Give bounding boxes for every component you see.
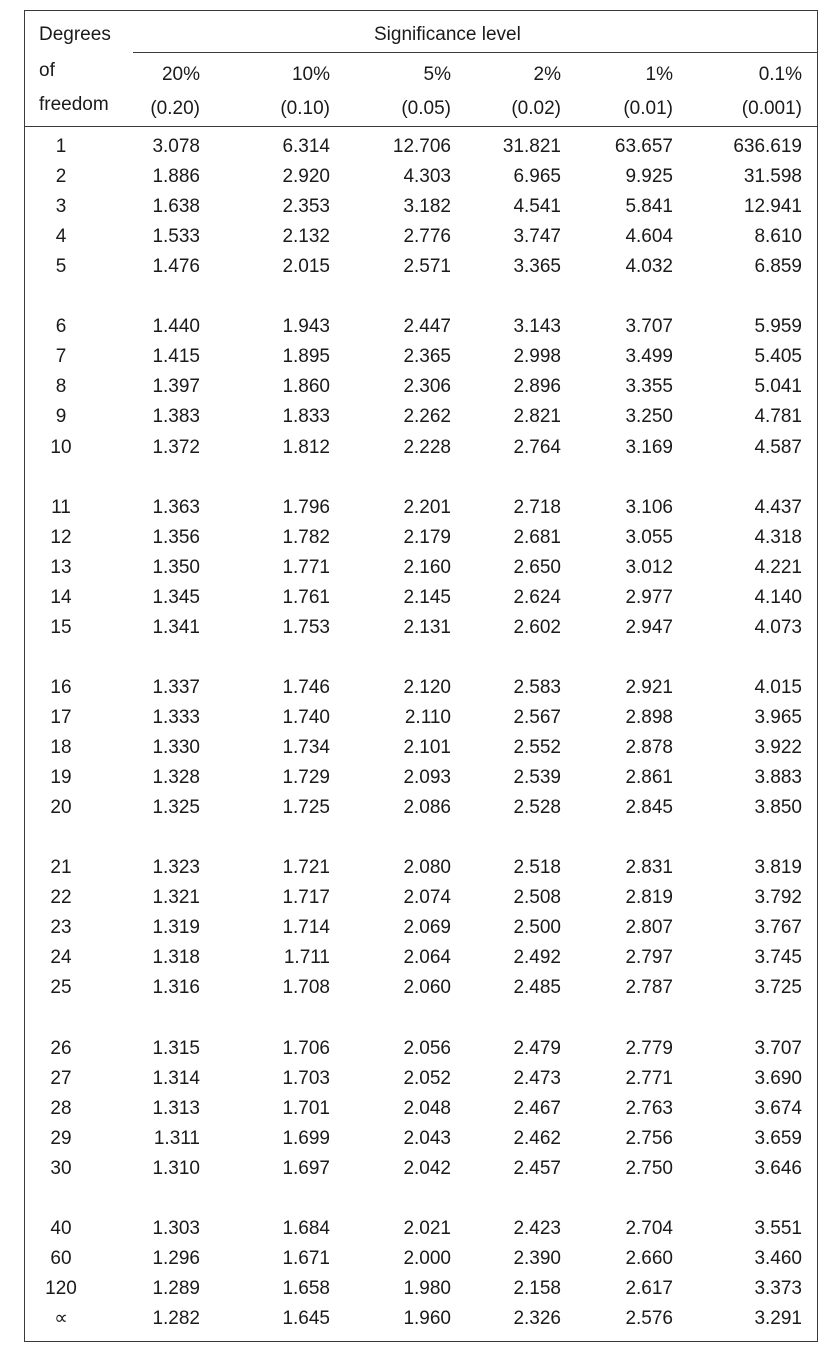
critical-value-cell: 3.792: [754, 887, 802, 909]
column-percent: 10%: [291, 64, 330, 85]
degrees-of-freedom-cell: 3: [55, 196, 67, 218]
critical-value-cell: 2.473: [513, 1067, 561, 1089]
critical-value-cell: 2.467: [513, 1097, 561, 1119]
table-row: [0, 973, 834, 1003]
critical-value-cell: 3.767: [754, 917, 802, 939]
critical-value-cell: 1.282: [152, 1308, 200, 1329]
critical-value-cell: 1.363: [152, 496, 200, 518]
critical-value-cell: 4.073: [754, 616, 802, 638]
critical-value-cell: 3.291: [754, 1308, 802, 1329]
critical-value-cell: 1.415: [152, 346, 200, 368]
critical-value-cell: 1.771: [282, 556, 330, 578]
critical-value-cell: 1.333: [152, 706, 200, 728]
critical-value-cell: 1.943: [282, 316, 330, 338]
critical-value-cell: 1.303: [152, 1217, 200, 1239]
critical-value-cell: 2.056: [403, 1037, 451, 1059]
degrees-of-freedom-cell: ∝: [54, 1308, 68, 1329]
critical-value-cell: 2.074: [403, 887, 451, 909]
critical-value-cell: 1.658: [282, 1277, 330, 1299]
column-percent: 5%: [423, 64, 451, 85]
critical-value-cell: 2.120: [403, 676, 451, 698]
critical-value-cell: 1.313: [152, 1097, 200, 1119]
degrees-of-freedom-cell: 4: [55, 226, 67, 248]
critical-value-cell: 4.541: [513, 196, 561, 218]
critical-value-cell: 1.895: [282, 346, 330, 368]
critical-value-cell: 1.323: [152, 857, 200, 879]
critical-value-cell: 1.684: [282, 1217, 330, 1239]
critical-value-cell: 3.646: [754, 1157, 802, 1179]
critical-value-cell: 2.043: [403, 1127, 451, 1149]
degrees-of-freedom-cell: 21: [50, 857, 72, 879]
critical-value-cell: 31.821: [502, 136, 561, 157]
table-row: [0, 1304, 834, 1334]
critical-value-cell: 3.850: [754, 797, 802, 819]
degrees-label-line1: Degrees: [39, 24, 111, 45]
critical-value-cell: 2.764: [513, 436, 561, 458]
column-decimal: (0.20): [150, 98, 200, 119]
degrees-of-freedom-cell: 7: [55, 346, 67, 368]
critical-value-cell: 2.132: [282, 226, 330, 248]
degrees-of-freedom-cell: 18: [50, 737, 72, 758]
critical-value-cell: 4.032: [625, 256, 673, 278]
degrees-of-freedom-cell: 5: [55, 256, 67, 278]
critical-value-cell: 2.021: [403, 1217, 451, 1239]
critical-value-cell: 12.706: [392, 136, 451, 157]
table-row: [0, 1274, 834, 1304]
critical-value-cell: 2.947: [625, 616, 673, 638]
critical-value-cell: 2.624: [513, 586, 561, 608]
critical-value-cell: 1.980: [403, 1277, 451, 1299]
degrees-of-freedom-cell: 60: [50, 1247, 72, 1269]
critical-value-cell: 1.325: [152, 797, 200, 819]
column-decimal: (0.02): [511, 98, 561, 119]
column-percent: 0.1%: [758, 64, 802, 85]
table-row: [0, 372, 834, 402]
critical-value-cell: 1.753: [282, 616, 330, 638]
critical-value-cell: 1.383: [152, 406, 200, 428]
table-row: [0, 1064, 834, 1094]
critical-value-cell: 2.306: [403, 376, 451, 398]
table-row: [0, 553, 834, 583]
degrees-label-line2: of: [39, 60, 55, 81]
table-row: [0, 943, 834, 973]
critical-value-cell: 3.169: [625, 436, 673, 458]
critical-value-cell: 3.499: [625, 346, 673, 368]
critical-value-cell: 636.619: [733, 136, 802, 157]
critical-value-cell: 1.960: [403, 1308, 451, 1329]
critical-value-cell: 3.182: [403, 196, 451, 218]
critical-value-cell: 1.812: [282, 436, 330, 458]
critical-value-cell: 4.140: [754, 586, 802, 608]
critical-value-cell: 1.310: [152, 1157, 200, 1179]
critical-value-cell: 2.787: [625, 977, 673, 999]
degrees-of-freedom-cell: 13: [50, 556, 72, 578]
critical-value-cell: 2.326: [513, 1308, 561, 1329]
critical-value-cell: 1.699: [282, 1127, 330, 1149]
critical-value-cell: 1.717: [282, 887, 330, 909]
critical-value-cell: 1.311: [153, 1127, 200, 1149]
table-row: [0, 162, 834, 192]
critical-value-cell: 1.833: [282, 406, 330, 428]
table-row: [0, 883, 834, 913]
degrees-of-freedom-cell: 24: [50, 947, 72, 969]
table-row: [0, 523, 834, 553]
critical-value-cell: 2.500: [513, 917, 561, 939]
critical-value-cell: 1.289: [152, 1277, 200, 1299]
critical-value-cell: 2.921: [625, 676, 673, 698]
degrees-of-freedom-cell: 10: [50, 436, 72, 458]
table-row: [0, 763, 834, 793]
critical-value-cell: 2.779: [625, 1037, 673, 1059]
critical-value-cell: 3.707: [754, 1037, 802, 1059]
critical-value-cell: 2.000: [403, 1247, 451, 1269]
critical-value-cell: 31.598: [743, 166, 802, 188]
table-row: [0, 613, 834, 643]
table-row: [0, 132, 834, 162]
critical-value-cell: 1.296: [152, 1247, 200, 1269]
critical-value-cell: 2.567: [513, 706, 561, 728]
critical-value-cell: 4.437: [754, 496, 802, 518]
critical-value-cell: 2.492: [513, 947, 561, 969]
critical-value-cell: 2.896: [513, 376, 561, 398]
table-row: [0, 793, 834, 823]
critical-value-cell: 1.886: [152, 166, 200, 188]
critical-value-cell: 4.015: [754, 676, 802, 698]
critical-value-cell: 4.221: [754, 556, 802, 578]
critical-value-cell: 2.861: [625, 767, 673, 788]
critical-value-cell: 2.179: [403, 526, 451, 548]
critical-value-cell: 4.587: [754, 436, 802, 458]
table-row: [0, 493, 834, 523]
critical-value-cell: 3.883: [754, 767, 802, 788]
critical-value-cell: 1.345: [152, 586, 200, 608]
critical-value-cell: 2.365: [403, 346, 451, 368]
critical-value-cell: 1.725: [282, 797, 330, 819]
table-row: [0, 1094, 834, 1124]
critical-value-cell: 2.650: [513, 556, 561, 578]
critical-value-cell: 2.042: [403, 1157, 451, 1179]
column-decimal: (0.10): [280, 98, 330, 119]
critical-value-cell: 8.610: [754, 226, 802, 248]
critical-value-cell: 4.604: [625, 226, 673, 248]
critical-value-cell: 3.747: [513, 226, 561, 248]
critical-value-cell: 3.078: [152, 136, 200, 157]
critical-value-cell: 1.671: [282, 1247, 330, 1269]
critical-value-cell: 1.319: [152, 917, 200, 939]
critical-value-cell: 1.645: [282, 1308, 330, 1329]
table-row: [0, 342, 834, 372]
critical-value-cell: 2.518: [513, 857, 561, 879]
critical-value-cell: 2.576: [625, 1308, 673, 1329]
degrees-of-freedom-cell: 20: [50, 797, 72, 819]
critical-value-cell: 1.350: [152, 556, 200, 578]
critical-value-cell: 1.330: [152, 737, 200, 758]
critical-value-cell: 1.761: [282, 586, 330, 608]
critical-value-cell: 1.328: [152, 767, 200, 788]
degrees-of-freedom-cell: 11: [51, 496, 71, 518]
degrees-of-freedom-cell: 29: [50, 1127, 72, 1149]
table-row: [0, 433, 834, 463]
critical-value-cell: 2.998: [513, 346, 561, 368]
degrees-of-freedom-cell: 12: [50, 526, 72, 548]
critical-value-cell: 1.740: [282, 706, 330, 728]
critical-value-cell: 1.714: [282, 917, 330, 939]
degrees-of-freedom-cell: 40: [50, 1217, 72, 1239]
degrees-of-freedom-cell: 17: [50, 706, 72, 728]
critical-value-cell: 4.303: [403, 166, 451, 188]
critical-value-cell: 2.423: [513, 1217, 561, 1239]
degrees-of-freedom-cell: 14: [50, 586, 72, 608]
critical-value-cell: 1.337: [152, 676, 200, 698]
critical-value-cell: 3.819: [754, 857, 802, 879]
critical-value-cell: 1.321: [152, 887, 200, 909]
critical-value-cell: 3.012: [625, 556, 673, 578]
critical-value-cell: 2.920: [282, 166, 330, 188]
critical-value-cell: 2.602: [513, 616, 561, 638]
critical-value-cell: 3.707: [625, 316, 673, 338]
critical-value-cell: 1.746: [282, 676, 330, 698]
critical-value-cell: 2.571: [403, 256, 451, 278]
degrees-of-freedom-cell: 25: [50, 977, 72, 999]
critical-value-cell: 3.250: [625, 406, 673, 428]
degrees-of-freedom-cell: 19: [50, 767, 72, 788]
critical-value-cell: 4.781: [754, 406, 802, 428]
critical-value-cell: 2.552: [513, 737, 561, 758]
critical-value-cell: 1.315: [152, 1037, 200, 1059]
critical-value-cell: 5.405: [754, 346, 802, 368]
table-row: [0, 1244, 834, 1274]
critical-value-cell: 5.959: [754, 316, 802, 338]
critical-value-cell: 2.485: [513, 977, 561, 999]
column-percent: 1%: [645, 64, 673, 85]
critical-value-cell: 2.110: [404, 706, 451, 728]
critical-value-cell: 2.819: [625, 887, 673, 909]
column-decimal: (0.01): [623, 98, 673, 119]
critical-value-cell: 1.708: [282, 977, 330, 999]
degrees-of-freedom-cell: 23: [50, 917, 72, 939]
table-row: [0, 312, 834, 342]
critical-value-cell: 1.703: [282, 1067, 330, 1089]
critical-value-cell: 1.782: [282, 526, 330, 548]
critical-value-cell: 2.086: [403, 797, 451, 819]
column-decimal: (0.05): [401, 98, 451, 119]
degrees-of-freedom-cell: 2: [55, 166, 67, 188]
critical-value-cell: 6.314: [282, 136, 330, 157]
critical-value-cell: 2.052: [403, 1067, 451, 1089]
critical-value-cell: 2.145: [403, 586, 451, 608]
critical-value-cell: 2.528: [513, 797, 561, 819]
critical-value-cell: 1.734: [282, 737, 330, 758]
critical-value-cell: 2.060: [403, 977, 451, 999]
critical-value-cell: 2.390: [513, 1247, 561, 1269]
critical-value-cell: 2.583: [513, 676, 561, 698]
critical-value-cell: 2.539: [513, 767, 561, 788]
critical-value-cell: 2.158: [513, 1277, 561, 1299]
degrees-of-freedom-cell: 28: [50, 1097, 72, 1119]
critical-value-cell: 1.729: [282, 767, 330, 788]
critical-value-cell: 9.925: [625, 166, 673, 188]
critical-value-cell: 1.697: [282, 1157, 330, 1179]
critical-value-cell: 2.131: [403, 616, 451, 638]
table-row: [0, 222, 834, 252]
degrees-of-freedom-cell: 27: [50, 1067, 72, 1089]
critical-value-cell: 3.690: [754, 1067, 802, 1089]
critical-value-cell: 12.941: [743, 196, 802, 218]
table-row: [0, 673, 834, 703]
critical-value-cell: 2.262: [403, 406, 451, 428]
critical-value-cell: 2.845: [625, 797, 673, 819]
critical-value-cell: 2.821: [513, 406, 561, 428]
column-decimal: (0.001): [741, 98, 802, 119]
critical-value-cell: 3.460: [754, 1247, 802, 1269]
critical-value-cell: 3.365: [513, 256, 561, 278]
critical-value-cell: 2.101: [403, 737, 451, 758]
table-row: [0, 703, 834, 733]
critical-value-cell: 2.080: [403, 857, 451, 879]
critical-value-cell: 2.797: [625, 947, 673, 969]
table-row: [0, 1124, 834, 1154]
degrees-of-freedom-cell: 6: [55, 316, 67, 338]
critical-value-cell: 2.479: [513, 1037, 561, 1059]
critical-value-cell: 3.551: [754, 1217, 802, 1239]
table-row: [0, 1154, 834, 1184]
critical-value-cell: 2.771: [625, 1067, 673, 1089]
critical-value-cell: 63.657: [614, 136, 673, 157]
critical-value-cell: 1.356: [152, 526, 200, 548]
table-row: [0, 192, 834, 222]
critical-value-cell: 1.701: [282, 1097, 330, 1119]
critical-value-cell: 2.462: [513, 1127, 561, 1149]
critical-value-cell: 2.831: [625, 857, 673, 879]
critical-value-cell: 1.721: [282, 857, 330, 879]
critical-value-cell: 1.318: [152, 947, 200, 969]
table-row: [0, 1034, 834, 1064]
degrees-of-freedom-cell: 1: [55, 136, 67, 157]
critical-value-cell: 1.638: [152, 196, 200, 218]
critical-value-cell: 1.533: [152, 226, 200, 248]
critical-value-cell: 3.055: [625, 526, 673, 548]
critical-value-cell: 2.201: [403, 496, 451, 518]
column-percent: 2%: [533, 64, 561, 85]
table-row: [0, 913, 834, 943]
critical-value-cell: 2.048: [403, 1097, 451, 1119]
critical-value-cell: 2.447: [403, 316, 451, 338]
critical-value-cell: 1.860: [282, 376, 330, 398]
critical-value-cell: 2.228: [403, 436, 451, 458]
critical-value-cell: 2.718: [513, 496, 561, 518]
critical-value-cell: 1.706: [282, 1037, 330, 1059]
critical-value-cell: 2.756: [625, 1127, 673, 1149]
significance-level-heading: Significance level: [374, 24, 521, 45]
critical-value-cell: 2.977: [625, 586, 673, 608]
degrees-of-freedom-cell: 26: [50, 1037, 72, 1059]
critical-value-cell: 1.316: [152, 977, 200, 999]
critical-value-cell: 2.353: [282, 196, 330, 218]
table-row: [0, 252, 834, 282]
degrees-of-freedom-cell: 8: [55, 376, 67, 398]
critical-value-cell: 2.763: [625, 1097, 673, 1119]
critical-value-cell: 2.878: [625, 737, 673, 758]
critical-value-cell: 3.373: [754, 1277, 802, 1299]
critical-value-cell: 3.674: [754, 1097, 802, 1119]
critical-value-cell: 1.711: [283, 947, 330, 969]
critical-value-cell: 2.704: [625, 1217, 673, 1239]
critical-value-cell: 2.508: [513, 887, 561, 909]
table-row: [0, 853, 834, 883]
degrees-of-freedom-cell: 120: [45, 1277, 77, 1299]
critical-value-cell: 1.314: [152, 1067, 200, 1089]
critical-value-cell: 3.355: [625, 376, 673, 398]
critical-value-cell: 1.372: [152, 436, 200, 458]
critical-value-cell: 1.341: [152, 616, 200, 638]
critical-value-cell: 2.898: [625, 706, 673, 728]
critical-value-cell: 2.681: [513, 526, 561, 548]
critical-value-cell: 2.457: [513, 1157, 561, 1179]
critical-value-cell: 2.160: [403, 556, 451, 578]
degrees-of-freedom-cell: 16: [50, 676, 72, 698]
critical-value-cell: 2.093: [403, 767, 451, 788]
degrees-of-freedom-cell: 15: [50, 616, 72, 638]
critical-value-cell: 2.069: [403, 917, 451, 939]
critical-value-cell: 5.041: [754, 376, 802, 398]
critical-value-cell: 2.776: [403, 226, 451, 248]
critical-value-cell: 2.807: [625, 917, 673, 939]
table-row: [0, 402, 834, 432]
degrees-of-freedom-cell: 22: [50, 887, 72, 909]
critical-value-cell: 1.397: [152, 376, 200, 398]
degrees-label-line3: freedom: [39, 94, 109, 115]
critical-value-cell: 3.965: [754, 706, 802, 728]
critical-value-cell: 2.015: [282, 256, 330, 278]
critical-value-cell: 1.440: [152, 316, 200, 338]
critical-value-cell: 3.106: [625, 496, 673, 518]
critical-value-cell: 2.660: [625, 1247, 673, 1269]
column-percent: 20%: [161, 64, 200, 85]
critical-value-cell: 1.796: [282, 496, 330, 518]
degrees-of-freedom-cell: 30: [50, 1157, 72, 1179]
critical-value-cell: 3.659: [754, 1127, 802, 1149]
degrees-of-freedom-cell: 9: [55, 406, 67, 428]
critical-value-cell: 4.318: [754, 526, 802, 548]
table-row: [0, 583, 834, 613]
critical-value-cell: 1.476: [152, 256, 200, 278]
critical-value-cell: 3.143: [513, 316, 561, 338]
critical-value-cell: 2.064: [403, 947, 451, 969]
critical-value-cell: 3.922: [754, 737, 802, 758]
critical-value-cell: 6.859: [754, 256, 802, 278]
table-row: [0, 733, 834, 763]
critical-value-cell: 6.965: [513, 166, 561, 188]
critical-value-cell: 2.750: [625, 1157, 673, 1179]
critical-value-cell: 3.725: [754, 977, 802, 999]
table-row: [0, 1214, 834, 1244]
critical-value-cell: 5.841: [625, 196, 673, 218]
critical-value-cell: 3.745: [754, 947, 802, 969]
critical-value-cell: 2.617: [625, 1277, 673, 1299]
